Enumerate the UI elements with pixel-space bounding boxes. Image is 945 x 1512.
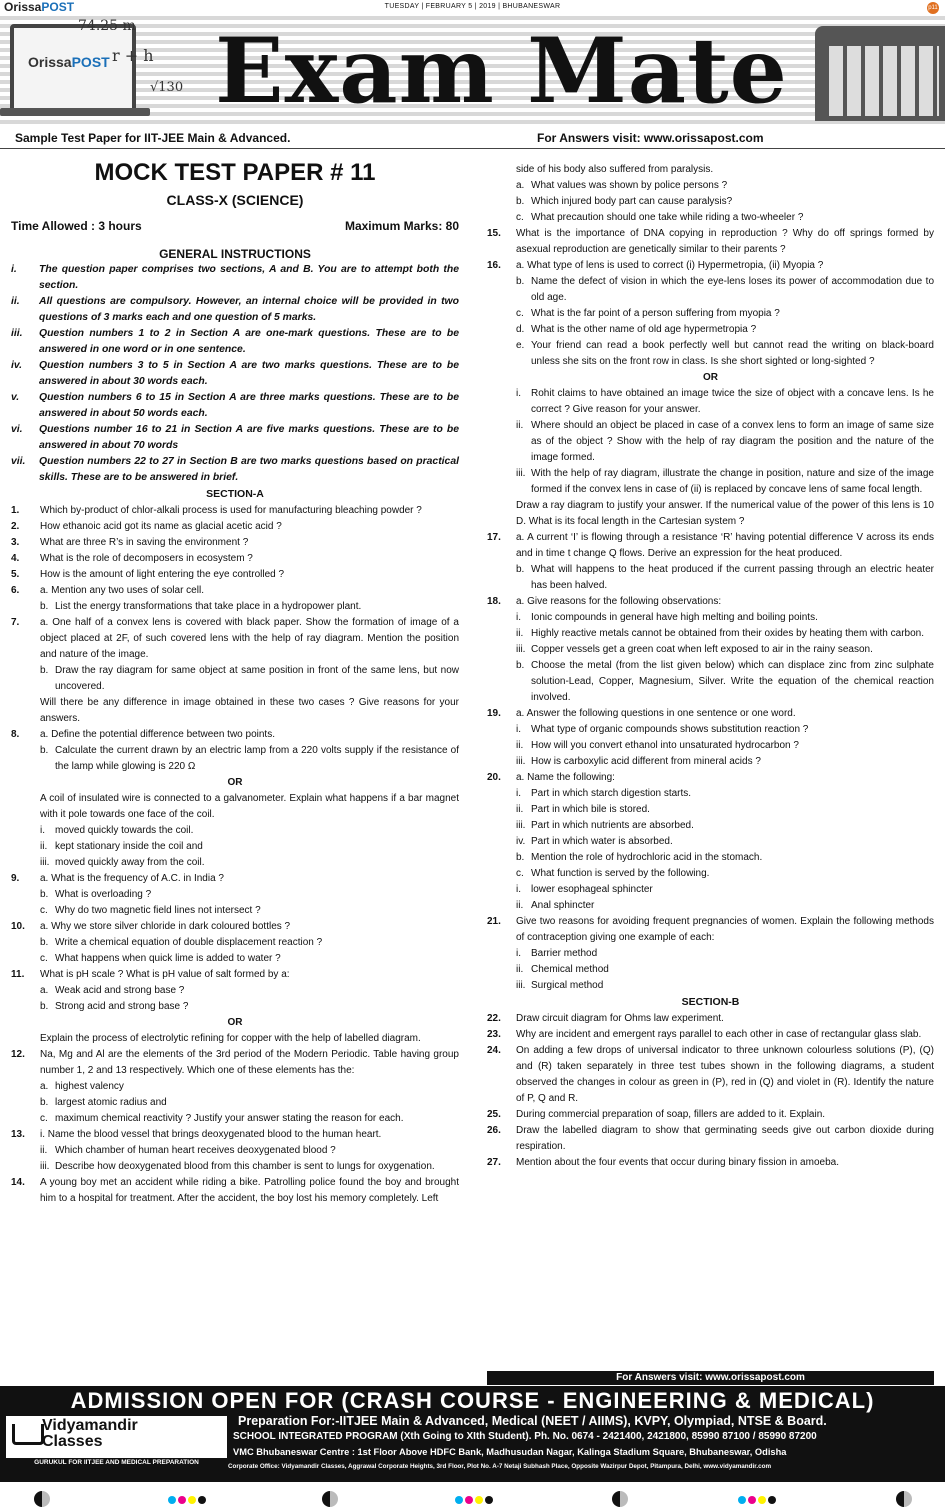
question-item: [487, 1043, 934, 1107]
sub-question: [487, 610, 934, 626]
sub-question-marker: b.: [40, 601, 49, 612]
sub-question-marker: b.: [516, 276, 525, 287]
sub-question: [11, 599, 459, 615]
instruction-item: [11, 326, 459, 358]
question-number: 13.: [11, 1129, 25, 1140]
question-item: [487, 706, 934, 722]
question-item: [11, 871, 459, 887]
orissapost-logo: OrissaPOST: [4, 0, 75, 14]
masthead-title: Exam Mate: [215, 18, 788, 124]
instruction-item: [11, 422, 459, 454]
question-number: 2.: [11, 521, 20, 532]
question-number: 3.: [11, 537, 20, 548]
question-number: 7.: [11, 617, 20, 628]
question-text: Give two reasons for avoiding frequent pregnancies of women. Explain the following methods of contraception giving one example of each:: [516, 916, 934, 943]
instruction-item: [11, 358, 459, 390]
question-item: [11, 567, 459, 583]
sub-question-text: What function is served by the following.: [531, 868, 710, 879]
brand-line2: Classes: [42, 1433, 103, 1450]
question-text: a. One half of a convex lens is covered with black paper. Show the formation of image of a object placed at 2F, of such covered lens with the help of ray diagram. Mention the position and nature of the image.: [40, 617, 459, 660]
page-number-badge: p11: [927, 2, 939, 14]
instruction-number: v.: [11, 392, 20, 403]
question-text: a. Answer the following questions in one sentence or one word.: [516, 708, 796, 719]
answers-footer: For Answers visit: www.orissapost.com: [487, 1371, 934, 1385]
sub-question-text: lower esophageal sphincter: [531, 884, 653, 895]
sub-question-marker: b.: [516, 660, 525, 671]
sub-question-text: Weak acid and strong base ?: [55, 985, 185, 996]
question-item: [487, 770, 934, 786]
sub-question-text: What happens when quick lime is added to water ?: [55, 953, 281, 964]
question-text: Which by-product of chlor-alkali process is used for manufacturing bleaching powder ?: [40, 505, 422, 516]
sub-question-text: Chemical method: [531, 964, 609, 975]
question-number: 9.: [11, 873, 20, 884]
sub-question-text: What will happens to the heat produced if the current passing through an electric heater has been halved.: [531, 564, 934, 591]
question-text: Draw the labelled diagram to show that germinating seeds give out carbon dioxide during respiration.: [516, 1125, 934, 1152]
question-number: 16.: [487, 260, 501, 271]
formula-text: √130: [150, 80, 184, 95]
question-text: How is the amount of light entering the eye controlled ?: [40, 569, 285, 580]
dateline: TUESDAY | FEBRUARY 5 | 2019 | BHUBANESWAR: [384, 3, 561, 10]
sub-question: [487, 786, 934, 802]
question-item: [11, 727, 459, 743]
sub-question-marker: a.: [40, 985, 49, 996]
question-text: a. What type of lens is used to correct (i) Hypermetropia, (ii) Myopia ?: [516, 260, 824, 271]
sub-question-text: moved quickly towards the coil.: [55, 825, 194, 836]
sub-question: [487, 754, 934, 770]
sub-question-marker: iii.: [516, 468, 526, 479]
sub-question-text: Draw the ray diagram for same object at same position in front of the same lens, but now uncovered.: [55, 665, 459, 692]
sub-question: [11, 887, 459, 903]
question-text: Draw circuit diagram for Ohms law experiment.: [516, 1013, 724, 1024]
question-item: [487, 914, 934, 946]
question-item: [11, 1127, 459, 1143]
question-number: 4.: [11, 553, 20, 564]
question-item: [11, 615, 459, 663]
question-item: [487, 530, 934, 562]
or-divider: OR: [227, 1017, 243, 1028]
question-number: 19.: [487, 708, 501, 719]
sub-question: [487, 322, 934, 338]
or-divider: OR: [227, 777, 243, 788]
question-item: [11, 503, 459, 519]
question-text: a. Mention any two uses of solar cell.: [40, 585, 204, 596]
question-number: 1.: [11, 505, 20, 516]
sub-question-marker: b.: [516, 196, 525, 207]
question-number: 21.: [487, 916, 501, 927]
sub-question-marker: ii.: [516, 900, 524, 911]
sub-question-text: kept stationary inside the coil and: [55, 841, 203, 852]
question-number: 8.: [11, 729, 20, 740]
color-bar: [455, 1491, 495, 1503]
sub-question-marker: c.: [40, 953, 48, 964]
sub-question-marker: i.: [40, 825, 45, 836]
time-marks-row: [11, 216, 459, 236]
question-text: a. What is the frequency of A.C. in India ?: [40, 873, 224, 884]
sub-question: [487, 418, 934, 466]
sub-question-marker: iii.: [40, 857, 50, 868]
sub-question: [11, 903, 459, 919]
sub-question-marker: iii.: [516, 644, 526, 655]
maximum-marks: Maximum Marks: 80: [344, 219, 459, 233]
sub-question-marker: b.: [40, 665, 49, 676]
sub-question-text: Ionic compounds in general have high melting and boiling points.: [531, 612, 818, 623]
vidyamandir-logo: [5, 1415, 228, 1469]
instruction-item: [11, 262, 459, 294]
question-number: 22.: [487, 1013, 501, 1024]
sub-question: [487, 338, 934, 370]
sub-question-text: moved quickly away from the coil.: [55, 857, 205, 868]
sub-question: [487, 178, 934, 194]
left-questions: [11, 486, 459, 1207]
sub-question-marker: ii.: [516, 420, 524, 431]
sub-question: [487, 802, 934, 818]
sub-question-marker: i.: [516, 948, 521, 959]
sub-question-text: Your friend can read a book perfectly well but cannot read the writing on black-board unless she sits on the front row in class. Is she short sighted or long-sighted ?: [531, 340, 934, 367]
calculator-keys: [829, 46, 939, 116]
sub-question-marker: i.: [516, 788, 521, 799]
sub-question-marker: i.: [516, 388, 521, 399]
sub-question-marker: ii.: [40, 841, 48, 852]
question-text: What is pH scale ? What is pH value of salt formed by a:: [40, 969, 290, 980]
question-text: a. Define the potential difference between two points.: [40, 729, 275, 740]
sub-question: [487, 818, 934, 834]
question-item: [487, 594, 934, 610]
sub-question: [11, 983, 459, 999]
question-number: 15.: [487, 228, 501, 239]
question-text: Will there be any difference in image obtained in these two cases ? Give reasons for your answers.: [40, 697, 459, 724]
instruction-number: i.: [11, 264, 17, 275]
sub-question-text: Mention the role of hydrochloric acid in the stomach.: [531, 852, 763, 863]
left-column: [11, 156, 459, 1207]
sub-question-marker: a.: [516, 180, 525, 191]
sub-question-text: Part in which starch digestion starts.: [531, 788, 692, 799]
sub-question-text: Part in which nutrients are absorbed.: [531, 820, 694, 831]
instruction-text: All questions are compulsory. However, an internal choice will be provided in two questions of 3 marks each and one question of 5 marks.: [39, 296, 459, 323]
question-number: 14.: [11, 1177, 25, 1188]
sub-question-marker: c.: [516, 868, 524, 879]
sub-question-marker: iii.: [40, 1161, 50, 1172]
question-number: 10.: [11, 921, 25, 932]
sub-question-text: Rohit claims to have obtained an image twice the size of object with a concave lens. Is he correct ? Give reason for your answer.: [531, 388, 934, 415]
registration-mark: [896, 1491, 912, 1503]
sub-question-text: Strong acid and strong base ?: [55, 1001, 189, 1012]
sub-question-text: largest atomic radius and: [55, 1097, 167, 1108]
instruction-item: [11, 294, 459, 326]
question-number: 25.: [487, 1109, 501, 1120]
question-number: 12.: [11, 1049, 25, 1060]
instruction-item: [11, 454, 459, 486]
sub-question-marker: ii.: [40, 1145, 48, 1156]
question-text: A coil of insulated wire is connected to a galvanometer. Explain what happens if a bar magnet with it pole towards one face of the coil.: [40, 793, 459, 820]
sub-question: [487, 882, 934, 898]
question-item: [487, 226, 934, 258]
sub-question-text: Highly reactive metals cannot be obtained from their oxides by heating them with carbon.: [531, 628, 924, 639]
instructions-list: [11, 262, 459, 486]
color-bar: [738, 1491, 778, 1503]
brand-tagline: GURUKUL FOR IITJEE AND MEDICAL PREPARATION: [6, 1458, 227, 1468]
sub-question: [11, 663, 459, 695]
sub-question-text: maximum chemical reactivity ? Justify your answer stating the reason for each.: [55, 1113, 404, 1124]
question-text: Explain the process of electrolytic refining for copper with the help of labelled diagram.: [40, 1033, 421, 1044]
calculator-icon: [815, 26, 945, 121]
corporate-address: Corporate Office: Vidyamandir Classes, Aggrawal Corporate Heights, 3rd Floor, Plot No. A-7 Netaji Subhash Place, Opposite Wazirpur Depot, Pitampura, Delhi, www.vidyamandir.com: [228, 1463, 772, 1470]
question-text: side of his body also suffered from paralysis.: [516, 164, 714, 175]
question-text: Mention about the four events that occur during binary fission in amoeba.: [516, 1157, 839, 1168]
sub-question-marker: ii.: [516, 964, 524, 975]
question-item: [487, 1011, 934, 1027]
sub-question: [11, 1095, 459, 1111]
sub-question: [11, 1159, 459, 1175]
sub-question: [11, 1079, 459, 1095]
sub-question-text: How will you convert ethanol into unsaturated hydrocarbon ?: [531, 740, 799, 751]
sub-question-marker: b.: [40, 1097, 49, 1108]
sub-question-text: Why do two magnetic field lines not intersect ?: [55, 905, 261, 916]
sub-question-text: Part in which water is absorbed.: [531, 836, 673, 847]
sub-question-marker: i.: [516, 612, 521, 623]
sub-question: [11, 935, 459, 951]
question-text: a. Name the following:: [516, 772, 615, 783]
sub-question: [487, 962, 934, 978]
sub-question: [487, 738, 934, 754]
sub-question-marker: c.: [516, 212, 524, 223]
sub-question-text: What precaution should one take while riding a two-wheeler ?: [531, 212, 804, 223]
sub-question: [487, 642, 934, 658]
sub-question-text: With the help of ray diagram, illustrate the change in position, nature and size of the image formed if the convex lens in case of (ii) is replaced by concave lens of same focal length.: [531, 468, 934, 495]
question-item: [11, 535, 459, 551]
sub-question: [487, 834, 934, 850]
question-item: [11, 919, 459, 935]
question-text: i. Name the blood vessel that brings deoxygenated blood to the human heart.: [40, 1129, 382, 1140]
laptop-icon: [10, 24, 136, 112]
sub-question: [487, 658, 934, 706]
registration-mark: [34, 1491, 50, 1503]
instruction-number: iii.: [11, 328, 23, 339]
or-divider: OR: [703, 372, 718, 383]
sub-question-marker: iii.: [516, 820, 526, 831]
instruction-text: Question numbers 6 to 15 in Section A are three marks questions. These are to be answered in about 50 words each.: [39, 392, 459, 419]
sub-question-text: What is the far point of a person suffering from myopia ?: [531, 308, 780, 319]
sub-question: [11, 855, 459, 871]
right-column: [487, 162, 934, 1171]
sub-question-marker: b.: [40, 889, 49, 900]
sub-question-text: How is carboxylic acid different from mineral acids ?: [531, 756, 761, 767]
question-number: 24.: [487, 1045, 501, 1056]
question-text: a. A current ‘I’ is flowing through a resistance ‘R’ having potential difference V across its ends and in time t change Q flows. Derive an expression for the heat produced.: [516, 532, 934, 559]
sub-question-marker: b.: [516, 852, 525, 863]
instruction-text: Questions number 16 to 21 in Section A are five marks questions. These are to be answered in about 70 words: [39, 424, 459, 451]
paper-title: MOCK TEST PAPER # 11: [94, 159, 376, 186]
question-text: Why are incident and emergent rays parallel to each other in case of rectangular glass slab.: [516, 1029, 922, 1040]
brand-line1: Vidyamandir: [42, 1417, 138, 1434]
sub-question-marker: b.: [40, 937, 49, 948]
sub-question: [487, 274, 934, 306]
subheader-bar: [0, 128, 945, 149]
sub-question-marker: ii.: [516, 804, 524, 815]
question-number: 20.: [487, 772, 501, 783]
question-item: [487, 1107, 934, 1123]
sub-question-text: Barrier method: [531, 948, 598, 959]
sub-question-marker: i.: [516, 884, 521, 895]
sub-question: [11, 823, 459, 839]
question-text: What is the importance of DNA copying in reproduction ? Why do off springs formed by asexual reproduction are genetically similar to their parents ?: [516, 228, 934, 255]
question-item: [487, 1155, 934, 1171]
sub-question-marker: d.: [516, 324, 525, 335]
sub-question-marker: b.: [516, 564, 525, 575]
instruction-text: Question numbers 1 to 2 in Section A are one-mark questions. These are to be answered in one word or in one sentence.: [39, 328, 459, 355]
question-item: [11, 519, 459, 535]
right-questions: [487, 162, 934, 1171]
sub-question: [487, 306, 934, 322]
sub-question-marker: ii.: [516, 740, 524, 751]
sip-line: SCHOOL INTEGRATED PROGRAM (Xth Going to XIth Student). Ph. No. 0674 - 2421400, 2421800, 85990 87100 / 85990 87200: [233, 1431, 817, 1442]
sub-question: [487, 210, 934, 226]
sub-question-marker: iii.: [516, 980, 526, 991]
sub-question: [11, 839, 459, 855]
sub-question-marker: b.: [40, 745, 49, 756]
question-number: 11.: [11, 969, 25, 980]
registration-mark: [322, 1491, 338, 1503]
masthead: [0, 16, 945, 126]
instruction-text: Question numbers 3 to 5 in Section A are two marks questions. These are to be answered in about 30 words each.: [39, 360, 459, 387]
question-number: 6.: [11, 585, 20, 596]
question-number: 27.: [487, 1157, 501, 1168]
top-strip: [0, 0, 945, 16]
question-text: a. Why we store silver chloride in dark coloured bottles ?: [40, 921, 291, 932]
question-item: [487, 1123, 934, 1155]
question-text: How ethanoic acid got its name as glacial acetic acid ?: [40, 521, 282, 532]
sub-question: [487, 466, 934, 498]
sub-question: [11, 999, 459, 1015]
question-item: [487, 1027, 934, 1043]
sub-question-text: Anal sphincter: [531, 900, 595, 911]
sub-question: [487, 978, 934, 994]
sub-question-marker: ii.: [516, 628, 524, 639]
instruction-number: iv.: [11, 360, 22, 371]
question-item: [11, 1047, 459, 1079]
sub-question-marker: iv.: [516, 836, 526, 847]
instructions-title: GENERAL INSTRUCTIONS: [159, 247, 311, 261]
question-text: Na, Mg and Al are the elements of the 3rd period of the Modern Periodic. Table having group number 1, 2 and 13 respectively. Which one of these elements has the:: [40, 1049, 459, 1076]
laptop-logo: OrissaPOST: [28, 54, 110, 70]
instruction-number: vi.: [11, 424, 23, 435]
sub-question-marker: a.: [40, 1081, 49, 1092]
sub-question: [11, 951, 459, 967]
question-number: 5.: [11, 569, 20, 580]
question-item: [11, 551, 459, 567]
question-number: 23.: [487, 1029, 501, 1040]
question-text: What is the role of decomposers in ecosystem ?: [40, 553, 253, 564]
question-number: 17.: [487, 532, 501, 543]
sub-question-marker: e.: [516, 340, 525, 351]
sub-question: [11, 743, 459, 775]
question-text: What are three R’s in saving the environment ?: [40, 537, 249, 548]
question-text: a. Give reasons for the following observations:: [516, 596, 722, 607]
time-allowed: Time Allowed : 3 hours: [11, 219, 142, 233]
sub-question-text: What is the other name of old age hypermetropia ?: [531, 324, 757, 335]
laptop-base: [0, 108, 150, 116]
sub-question-marker: i.: [516, 724, 521, 735]
preparation-line: Preparation For:-IITJEE Main & Advanced, Medical (NEET / AIIMS), KVPY, Olympiad, NTSE & Board.: [238, 1414, 827, 1428]
sub-question-text: Surgical method: [531, 980, 604, 991]
instruction-number: vii.: [11, 456, 26, 467]
sub-question: [487, 898, 934, 914]
section-heading: SECTION-A: [206, 488, 264, 500]
sub-question-text: Choose the metal (from the list given below) which can displace zinc from zinc sulphate solution-Lead, Copper, Magnesium, Silver. Write the equation of the chemical reaction involved.: [531, 660, 934, 703]
sub-question-text: Which chamber of human heart receives deoxygenated blood ?: [55, 1145, 336, 1156]
sub-question-text: What type of organic compounds shows substitution reaction ?: [531, 724, 809, 735]
sub-question-text: Where should an object be placed in case of a convex lens to form an image of same size as of the object ? Show with the help of ray diagram the position and the nature of the image formed.: [531, 420, 934, 463]
sub-question-text: Copper vessels get a green coat when left exposed to air in the rainy season.: [531, 644, 873, 655]
sub-question: [487, 562, 934, 594]
registration-mark: [612, 1491, 628, 1503]
sub-question-text: List the energy transformations that take place in a hydropower plant.: [55, 601, 362, 612]
question-number: 26.: [487, 1125, 501, 1136]
sub-question-text: Name the defect of vision in which the eye-lens loses its power of accommodation due to old age.: [531, 276, 934, 303]
sub-question-marker: b.: [40, 1001, 49, 1012]
sub-question: [487, 722, 934, 738]
question-item: [11, 967, 459, 983]
question-text: During commercial preparation of soap, fillers are added to it. Explain.: [516, 1109, 826, 1120]
sub-question-text: Which injured body part can cause paralysis?: [531, 196, 733, 207]
class-title: CLASS-X (SCIENCE): [166, 192, 304, 208]
question-number: 18.: [487, 596, 501, 607]
sub-question-marker: c.: [40, 905, 48, 916]
question-item: [11, 583, 459, 599]
sub-question: [11, 1143, 459, 1159]
section-heading: SECTION-B: [681, 996, 740, 1008]
sub-question: [487, 194, 934, 210]
sub-question-text: What is overloading ?: [55, 889, 152, 900]
sub-question-marker: c.: [40, 1113, 48, 1124]
color-bar: [168, 1491, 208, 1503]
formula-text: 74.25 m: [78, 18, 136, 34]
question-item: [487, 258, 934, 274]
instruction-number: ii.: [11, 296, 20, 307]
sub-question-text: Describe how deoxygenated blood from this chamber is sent to lungs for oxygenation.: [55, 1161, 435, 1172]
sub-question: [487, 626, 934, 642]
sub-question-marker: c.: [516, 308, 524, 319]
centre-address: VMC Bhubaneswar Centre : 1st Floor Above HDFC Bank, Madhusudan Nagar, Kalinga Stadium Square, Bhubaneswar, Odisha: [233, 1447, 787, 1457]
sub-question-marker: iii.: [516, 756, 526, 767]
instruction-item: [11, 390, 459, 422]
sub-question: [11, 1111, 459, 1127]
sub-question-text: Calculate the current drawn by an electric lamp from a 220 volts supply if the resistance of the lamp while glowing is 220 Ω: [55, 745, 459, 772]
question-item: [11, 1175, 459, 1207]
instruction-text: The question paper comprises two sections, A and B. You are to attempt both the section.: [39, 264, 459, 291]
sub-question: [487, 946, 934, 962]
sub-question-text: What values was shown by police persons ?: [531, 180, 728, 191]
sub-question-text: highest valency: [55, 1081, 124, 1092]
admission-banner: ADMISSION OPEN FOR (CRASH COURSE - ENGINEERING & MEDICAL): [70, 1388, 875, 1413]
sub-question-text: Write a chemical equation of double displacement reaction ?: [55, 937, 323, 948]
sub-question: [487, 850, 934, 866]
sub-question: [487, 866, 934, 882]
subheader-right: For Answers visit: www.orissapost.com: [537, 131, 764, 145]
book-icon: [12, 1424, 44, 1445]
question-text: On adding a few drops of universal indicator to three unknown colourless solutions (P), (Q) and (R) taken separately in three test tubes shown in the following diagrams, a student observed the changes in colour as green in (P), red in (Q) and violet in (R). Identify the nature of P, Q and R.: [516, 1045, 934, 1104]
sub-question-text: Part in which bile is stored.: [531, 804, 650, 815]
subheader-left: Sample Test Paper for IIT-JEE Main & Advanced.: [15, 131, 291, 145]
question-text: Draw a ray diagram to justify your answer. If the numerical value of the power of this lens is 10 D. What is its focal length in the Cartesian system ?: [516, 500, 934, 527]
sub-question: [487, 386, 934, 418]
question-text: A young boy met an accident while riding a bike. Patrolling police found the boy and brought him to a hospital for treatment. After the accident, the boy lost his memory completely. Left: [40, 1177, 459, 1204]
footer-ad: [0, 1386, 945, 1482]
instruction-text: Question numbers 22 to 27 in Section B are two marks questions based on practical skills. These are to be answered in brief.: [39, 456, 459, 483]
formula-text: r + h: [112, 46, 154, 65]
